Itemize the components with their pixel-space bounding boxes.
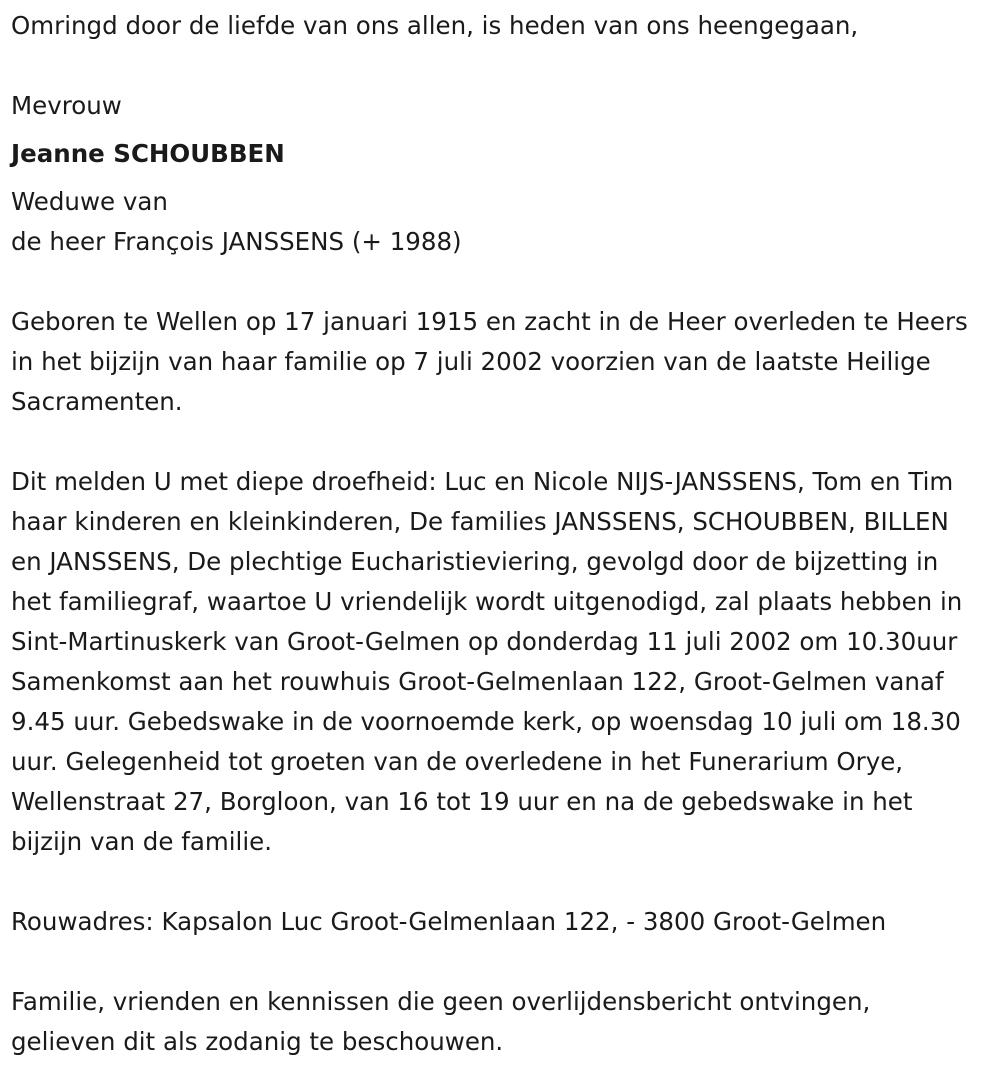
widow-label: Weduwe van bbox=[11, 187, 168, 216]
spacer bbox=[11, 942, 980, 982]
spacer bbox=[11, 262, 980, 302]
spacer bbox=[11, 46, 980, 86]
birth-death-paragraph: Geboren te Wellen op 17 januari 1915 en zacht in de Heer overleden te Heers in het bijzijn van haar familie op 7 juli 2002 voorzien van de laatste Heilige Sacramenten. bbox=[11, 307, 968, 416]
title-text: Mevrouw bbox=[11, 91, 122, 120]
intro-text: Omringd door de liefde van ons allen, is heden van ons heengegaan, bbox=[11, 11, 859, 40]
spacer bbox=[11, 862, 980, 902]
closing-paragraph: Familie, vrienden en kennissen die geen overlijdensbericht ontvingen, gelieven dit als zodanig te beschouwen. bbox=[11, 987, 871, 1056]
announcement-paragraph: Dit melden U met diepe droefheid: Luc en Nicole NIJS-JANSSENS, Tom en Tim haar kinderen en kleinkinderen, De families JANSSENS, SCHOUBBEN, BILLEN en JANSSENS, De plechtige Eucharistieviering, gevolgd door de bijzetting in het familiegraf, waartoe U vriendelijk wordt uitgenodigd, zal plaats hebben in Sint-Martinuskerk van Groot-Gelmen op donderdag 11 juli 2002 om 10.30uur Samenkomst aan het rouwhuis Groot-Gelmenlaan 122, Groot-Gelmen vanaf 9.45 uur. Gebedswake in de voornoemde kerk, op woensdag 10 juli om 18.30 uur. Gelegenheid tot groeten van de overledene in het Funerarium Orye, Wellenstraat 27, Borgloon, van 16 tot 19 uur en na de gebedswake in het bijzijn van de familie. bbox=[11, 467, 963, 856]
deceased-name: Jeanne SCHOUBBEN bbox=[11, 139, 285, 168]
spouse-name: de heer François JANSSENS (+ 1988) bbox=[11, 227, 462, 256]
spacer bbox=[11, 422, 980, 462]
mourning-address: Rouwadres: Kapsalon Luc Groot-Gelmenlaan 122, - 3800 Groot-Gelmen bbox=[11, 907, 887, 936]
